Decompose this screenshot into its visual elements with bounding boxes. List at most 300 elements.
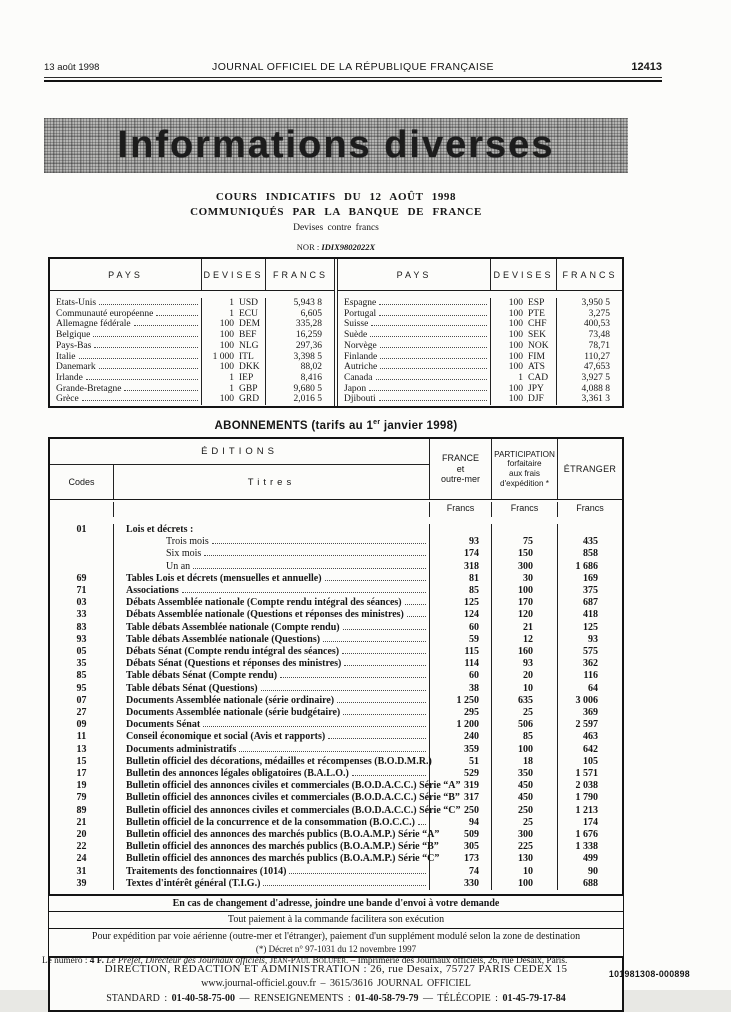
col-header-francs: FRANCS — [562, 269, 618, 280]
subscription-row — [50, 536, 622, 548]
country-name: Suède — [344, 330, 368, 341]
country-name: Danemark — [56, 362, 96, 373]
subscription-title-text: Traitements des fonctionnaires (1014) — [126, 865, 287, 877]
exchange-table-right — [337, 259, 622, 406]
value-france — [430, 524, 492, 536]
country-name: Grande-Bretagne — [56, 383, 122, 394]
dot-leader — [86, 379, 198, 380]
subscription-title — [114, 719, 430, 731]
value-france: 529 — [430, 768, 492, 780]
dot-leader — [239, 751, 426, 752]
country-name: Italie — [56, 351, 76, 362]
country-name: Japon — [344, 383, 367, 394]
dot-leader — [379, 315, 487, 316]
subscription-code — [50, 561, 114, 573]
currency-francs: 297,36 — [295, 340, 322, 351]
subscription-row — [50, 792, 622, 804]
subscription-row — [50, 548, 622, 560]
subscription-title — [114, 792, 460, 804]
value-france: 115 — [430, 646, 492, 658]
text-part: Le Préfet, Directeur des Journaux officiels, — [106, 956, 270, 966]
cours-line-1: COURS INDICATIFS DU 12 AOÛT 1998 — [215, 191, 457, 203]
subscription-title-text: Bulletin officiel des annonces des marchés publics (B.O.A.M.P.) Série “C” — [126, 853, 440, 865]
currency-code: BEF — [239, 330, 257, 341]
cours-line-2: COMMUNIQUÉS PAR LA BANQUE DE FRANCE — [190, 206, 482, 218]
subscription-row — [50, 719, 622, 731]
currency-amount — [491, 341, 557, 352]
subscriptions-title-sup: er — [373, 419, 381, 426]
value-etranger: 642 — [583, 743, 598, 755]
value-france: 173 — [430, 853, 492, 865]
subscription-title-text: Bulletin officiel des annonces civiles et commerciales (B.O.D.A.C.C.) Série “C” — [126, 804, 461, 816]
dot-leader — [261, 690, 426, 691]
col-header-participation: PARTICIPATION forfaitaire aux frais d'expédition * — [492, 439, 558, 499]
exchange-table-left-header — [50, 259, 334, 291]
subscription-row — [50, 634, 622, 646]
currency-code: NOK — [528, 340, 549, 351]
subscription-title — [114, 853, 440, 865]
subscription-title — [114, 695, 430, 707]
currency-code: USD — [239, 298, 259, 308]
currency-code: DKK — [239, 362, 260, 373]
col-header-devises: DEVISES — [202, 259, 266, 290]
value-participation: 300 — [492, 561, 558, 573]
currency-country — [338, 394, 491, 405]
country-name: Canada — [344, 372, 373, 383]
value-etranger: 1 686 — [575, 560, 598, 572]
currency-francs: 73,48 — [588, 330, 610, 341]
currency-francs: 78,71 — [588, 340, 610, 351]
currency-country — [50, 384, 202, 395]
value-france: 93 — [430, 536, 492, 548]
currency-country — [50, 352, 202, 363]
currency-qty: 1 000 — [212, 351, 234, 362]
subscription-title — [114, 866, 430, 878]
nor-value: IDIX9802022X — [321, 242, 376, 252]
currency-country — [338, 319, 491, 330]
subscription-title-text: Bulletin officiel des annonces des marchés publics (B.O.A.M.P.) Série “A” — [126, 829, 440, 841]
value-etranger: 116 — [583, 670, 598, 682]
currency-row — [50, 394, 334, 405]
currency-amount — [202, 309, 266, 320]
francs-unit-row — [50, 502, 622, 517]
subscription-title-text: Documents Assemblée nationale (série ordinaire) — [126, 694, 335, 706]
dot-leader — [342, 653, 426, 654]
subscription-code: 33 — [50, 609, 114, 621]
unit-spacer — [50, 502, 114, 517]
currency-qty: 100 — [508, 383, 523, 394]
currency-country — [338, 309, 491, 320]
currency-row — [50, 341, 334, 352]
currency-row — [338, 319, 622, 330]
value-etranger: 418 — [583, 609, 598, 621]
subscription-title — [114, 731, 430, 743]
subscription-code: 24 — [50, 853, 114, 865]
subscription-title-text: Trois mois — [166, 536, 209, 548]
subscription-title-text: Débats Sénat (Questions et réponses des ministres) — [126, 658, 342, 670]
subscription-code: 69 — [50, 573, 114, 585]
dot-leader — [407, 616, 426, 617]
subscription-title — [114, 561, 430, 573]
currency-row — [50, 309, 334, 320]
subscription-title — [114, 683, 430, 695]
value-france: 60 — [430, 670, 492, 682]
currency-francs: 3,398 5 — [293, 351, 322, 362]
subscription-row — [50, 622, 622, 634]
unit-label: Francs — [430, 502, 492, 517]
col-header-titres: Titres — [114, 465, 430, 499]
text-part: 01-40-58-79-79 — [355, 993, 419, 1005]
subscription-row — [50, 731, 622, 743]
subscription-code: 95 — [50, 683, 114, 695]
currency-amount — [491, 373, 557, 384]
text-part: 01-40-58-75-00 — [171, 993, 235, 1005]
currency-row — [338, 330, 622, 341]
value-etranger: 1 338 — [575, 841, 598, 853]
subscription-row — [50, 829, 622, 841]
dot-leader — [343, 629, 426, 630]
currency-country — [338, 352, 491, 363]
subscription-row — [50, 585, 622, 597]
notice-airmail — [48, 928, 624, 958]
value-etranger: 2 038 — [575, 780, 598, 792]
currency-country — [50, 309, 202, 320]
subscription-title-text: Documents Sénat — [126, 719, 201, 731]
currency-code: ATS — [528, 362, 545, 373]
currency-amount — [202, 341, 266, 352]
currency-row — [338, 341, 622, 352]
subscription-title-text: Associations — [126, 585, 179, 597]
currency-qty: 100 — [508, 308, 523, 319]
value-etranger: 1 571 — [575, 768, 598, 780]
subscription-title — [114, 524, 430, 536]
currency-row — [50, 319, 334, 330]
dot-leader — [376, 379, 488, 380]
currency-qty: 100 — [508, 319, 523, 330]
value-participation: 18 — [492, 756, 558, 768]
value-participation: 250 — [492, 805, 558, 817]
currency-row — [50, 384, 334, 395]
currency-country — [50, 362, 202, 373]
country-name: Djibouti — [344, 394, 376, 405]
value-etranger: 174 — [583, 816, 598, 828]
currency-francs: 3,275 — [588, 308, 610, 319]
subscription-title-text: Conseil économique et social (Avis et rapports) — [126, 731, 326, 743]
subscription-title — [114, 780, 461, 792]
header-page-number: 12413 — [631, 61, 662, 73]
subscription-title — [114, 536, 430, 548]
value-etranger: 1 213 — [575, 804, 598, 816]
currency-amount — [202, 330, 266, 341]
dot-leader — [369, 390, 487, 391]
country-name: Belgique — [56, 330, 91, 341]
subscription-code: 15 — [50, 756, 114, 768]
subscription-code: 89 — [50, 805, 114, 817]
value-etranger: 93 — [588, 633, 598, 645]
subscriptions-title-text: ABONNEMENTS (tarifs au 1 — [214, 419, 374, 432]
currency-francs: 8,416 — [300, 372, 322, 383]
exchange-heading — [48, 191, 624, 252]
subscription-title-text: Table débats Sénat (Compte rendu) — [126, 670, 278, 682]
exchange-table-left-body — [50, 291, 334, 405]
dot-leader — [337, 702, 426, 703]
col-header-francs: FRANCS — [272, 269, 328, 280]
currency-qty: 1 — [518, 372, 523, 383]
text-part: 4 F. — [89, 956, 107, 966]
value-participation: 85 — [492, 731, 558, 743]
currency-francs: 5,943 8 — [293, 298, 322, 308]
value-etranger: 1 676 — [575, 829, 598, 841]
currency-amount — [491, 330, 557, 341]
currency-amount — [491, 394, 557, 405]
currency-code: PTE — [528, 308, 545, 319]
value-etranger: 105 — [583, 755, 598, 767]
country-name: Suisse — [344, 319, 369, 330]
currency-amount — [202, 352, 266, 363]
value-etranger: 3 006 — [575, 694, 598, 706]
value-participation: 350 — [492, 768, 558, 780]
currency-code: CAD — [528, 372, 549, 383]
country-name: Irlande — [56, 372, 83, 383]
subscription-row — [50, 695, 622, 707]
subscription-title-text: Débats Assemblée nationale (Compte rendu intégral des séances) — [126, 597, 402, 609]
subscription-title — [114, 804, 461, 817]
currency-amount — [491, 362, 557, 373]
print-code: 101981308-000898 — [608, 969, 690, 979]
country-name: Pays-Bas — [56, 340, 92, 351]
subscription-row — [50, 597, 622, 609]
value-participation: 12 — [492, 634, 558, 646]
dot-leader — [193, 568, 426, 569]
currency-qty: 1 — [229, 372, 234, 383]
value-france: 330 — [430, 878, 492, 890]
currency-amount — [202, 298, 266, 309]
dot-leader — [379, 400, 487, 401]
currency-row — [50, 298, 334, 309]
value-participation: 30 — [492, 573, 558, 585]
subscription-title-text: Tables Lois et décrets (mensuelles et annuelle) — [126, 572, 322, 584]
currency-francs: 4,088 8 — [581, 383, 610, 394]
dot-leader — [380, 368, 487, 369]
currency-qty: 100 — [219, 330, 234, 341]
value-france: 318 — [430, 561, 492, 573]
subscription-title — [114, 646, 430, 658]
value-france: 60 — [430, 622, 492, 634]
subscription-title-text: Bulletin officiel des annonces civiles et commerciales (B.O.D.A.C.C.) Série “B” — [126, 792, 460, 804]
page-footer — [42, 956, 690, 966]
country-name: Portugal — [344, 308, 377, 319]
col-header-france: FRANCE et outre-mer — [430, 439, 492, 499]
subscription-title — [114, 829, 440, 841]
value-participation: 10 — [492, 866, 558, 878]
dot-leader — [82, 400, 198, 401]
currency-amount — [491, 298, 557, 309]
dot-leader — [182, 592, 426, 593]
currency-country — [338, 330, 491, 341]
subscription-title — [114, 548, 430, 560]
currency-francs: 3,361 3 — [581, 394, 610, 405]
currency-qty: 100 — [508, 351, 523, 362]
col-header-codes: Codes — [50, 465, 114, 499]
subscription-title-text: Un an — [166, 560, 191, 572]
value-participation: 506 — [492, 719, 558, 731]
currency-code: FIM — [528, 351, 545, 362]
subscription-title — [114, 841, 439, 853]
subscription-title-text: Débats Sénat (Compte rendu intégral des séances) — [126, 646, 340, 658]
value-france: 295 — [430, 707, 492, 719]
exchange-table-left — [50, 259, 335, 406]
dot-leader — [204, 555, 426, 556]
value-participation: 21 — [492, 622, 558, 634]
dot-leader — [134, 325, 198, 326]
subscription-code: 93 — [50, 634, 114, 646]
subscription-title-text: Table débats Assemblée nationale (Questions) — [126, 633, 321, 645]
subscription-title — [114, 609, 430, 621]
subscriptions-table-header — [50, 439, 622, 500]
exchange-rate-table — [48, 257, 624, 408]
dot-leader — [344, 665, 426, 666]
banner-title: Informations diverses — [117, 124, 555, 166]
currency-country — [338, 298, 491, 309]
currency-code: GBP — [239, 383, 258, 394]
subscription-title-text: Documents Assemblée nationale (série budgétaire) — [126, 707, 341, 719]
dot-leader — [418, 824, 426, 825]
subscription-code: 22 — [50, 841, 114, 853]
subscription-title-text: Table débats Sénat (Questions) — [126, 682, 258, 694]
country-name: Etats-Unis — [56, 298, 97, 308]
currency-code: CHF — [528, 319, 547, 330]
currency-row — [50, 352, 334, 363]
subscription-title-text: Documents administratifs — [126, 743, 237, 755]
subscription-row — [50, 670, 622, 682]
dot-leader — [79, 358, 198, 359]
text-part: — — [418, 993, 438, 1005]
dot-leader — [405, 604, 426, 605]
value-participation: 450 — [492, 780, 558, 792]
value-participation: 100 — [492, 878, 558, 890]
currency-code: ITL — [239, 351, 254, 362]
subscription-code: 19 — [50, 780, 114, 792]
currency-code: ESP — [528, 298, 545, 308]
dot-leader — [289, 873, 426, 874]
subscription-title — [114, 573, 430, 585]
admin-web: www.journal-officiel.gouv.fr – 3615/3616 JOURNAL OFFICIEL — [201, 978, 471, 990]
value-france: 94 — [430, 817, 492, 829]
value-etranger: 64 — [588, 682, 598, 694]
admin-address: DIRECTION, RÉDACTION ET ADMINISTRATION : 26, rue Desaix, 75727 PARIS CEDEX 15 — [104, 963, 568, 976]
currency-francs: 2,016 5 — [293, 394, 322, 405]
subscription-title — [114, 817, 430, 829]
subscription-title-text: Textes d'intérêt général (T.I.G.) — [126, 877, 261, 889]
subscription-title-text: Bulletin officiel des décorations, médailles et récompenses (B.O.D.M.R.) — [126, 755, 432, 767]
currency-francs: 3,950 5 — [581, 298, 610, 308]
unit-label: Francs — [576, 503, 604, 513]
subscription-title-text: Débats Assemblée nationale (Questions et réponses des ministres) — [126, 609, 404, 621]
currency-country — [50, 373, 202, 384]
currency-code: IEP — [239, 372, 254, 383]
currency-qty: 100 — [508, 330, 523, 341]
currency-code: ECU — [239, 308, 258, 319]
currency-code: SEK — [528, 330, 546, 341]
text-part: RENSEIGNEMENTS : — [253, 993, 356, 1005]
subscription-title — [114, 622, 430, 634]
value-participation: 75 — [492, 536, 558, 548]
value-france: 1 250 — [430, 695, 492, 707]
dot-leader — [371, 325, 487, 326]
value-etranger: 375 — [583, 585, 598, 597]
col-header-pays: PAYS — [50, 259, 202, 290]
value-etranger: 90 — [588, 865, 598, 877]
header-rule — [44, 77, 662, 82]
dot-leader — [280, 677, 426, 678]
currency-country — [50, 394, 202, 405]
decree-footnote: (*) Décret n° 97-1031 du 12 novembre 1997 — [255, 943, 417, 954]
value-etranger: 2 597 — [575, 719, 598, 731]
value-france: 124 — [430, 609, 492, 621]
subscription-title — [114, 878, 430, 890]
subscription-code: 03 — [50, 597, 114, 609]
currency-country — [50, 298, 202, 309]
value-france: 38 — [430, 683, 492, 695]
subscription-code: 35 — [50, 658, 114, 670]
currency-row — [50, 330, 334, 341]
value-etranger: 435 — [583, 536, 598, 548]
currency-qty: 1 — [229, 298, 234, 308]
nor-line — [48, 242, 624, 252]
subscription-code: 09 — [50, 719, 114, 731]
value-france: 81 — [430, 573, 492, 585]
value-etranger: 169 — [583, 572, 598, 584]
value-france: 125 — [430, 597, 492, 609]
country-name: Allemagne fédérale — [56, 319, 131, 330]
notice-address-change: En cas de changement d'adresse, joindre une bande d'envoi à votre demande — [48, 895, 624, 913]
subscription-row — [50, 841, 622, 853]
currency-row — [338, 309, 622, 320]
dot-leader — [156, 315, 198, 316]
subscription-code: 83 — [50, 622, 114, 634]
currency-code: DEM — [239, 319, 261, 330]
subscription-row — [50, 524, 622, 536]
currency-francs: 3,927 5 — [581, 372, 610, 383]
country-name: Grèce — [56, 394, 79, 405]
text-part: — — [234, 993, 254, 1005]
value-participation: 450 — [492, 792, 558, 804]
subscription-row — [50, 646, 622, 658]
section-banner — [44, 118, 628, 173]
subscriptions-title — [48, 419, 624, 432]
currency-qty: 100 — [508, 394, 523, 405]
header-journal-title: JOURNAL OFFICIEL DE LA RÉPUBLIQUE FRANÇAISE — [212, 61, 494, 73]
currency-country — [338, 373, 491, 384]
value-france: 114 — [430, 658, 492, 670]
subscriptions-table — [48, 437, 624, 896]
currency-amount — [491, 352, 557, 363]
col-header-pays: PAYS — [338, 259, 491, 290]
value-france: 59 — [430, 634, 492, 646]
dot-leader — [93, 336, 198, 337]
text-part: TÉLÉCOPIE : — [437, 993, 503, 1005]
value-participation: 635 — [492, 695, 558, 707]
subscription-row — [50, 573, 622, 585]
dot-leader — [325, 580, 426, 581]
subscription-title — [114, 658, 430, 670]
currency-francs: 88,02 — [300, 362, 322, 373]
value-participation: 100 — [492, 744, 558, 756]
currency-amount — [202, 319, 266, 330]
currency-row — [338, 373, 622, 384]
value-etranger: 687 — [583, 597, 598, 609]
currency-amount — [491, 319, 557, 330]
